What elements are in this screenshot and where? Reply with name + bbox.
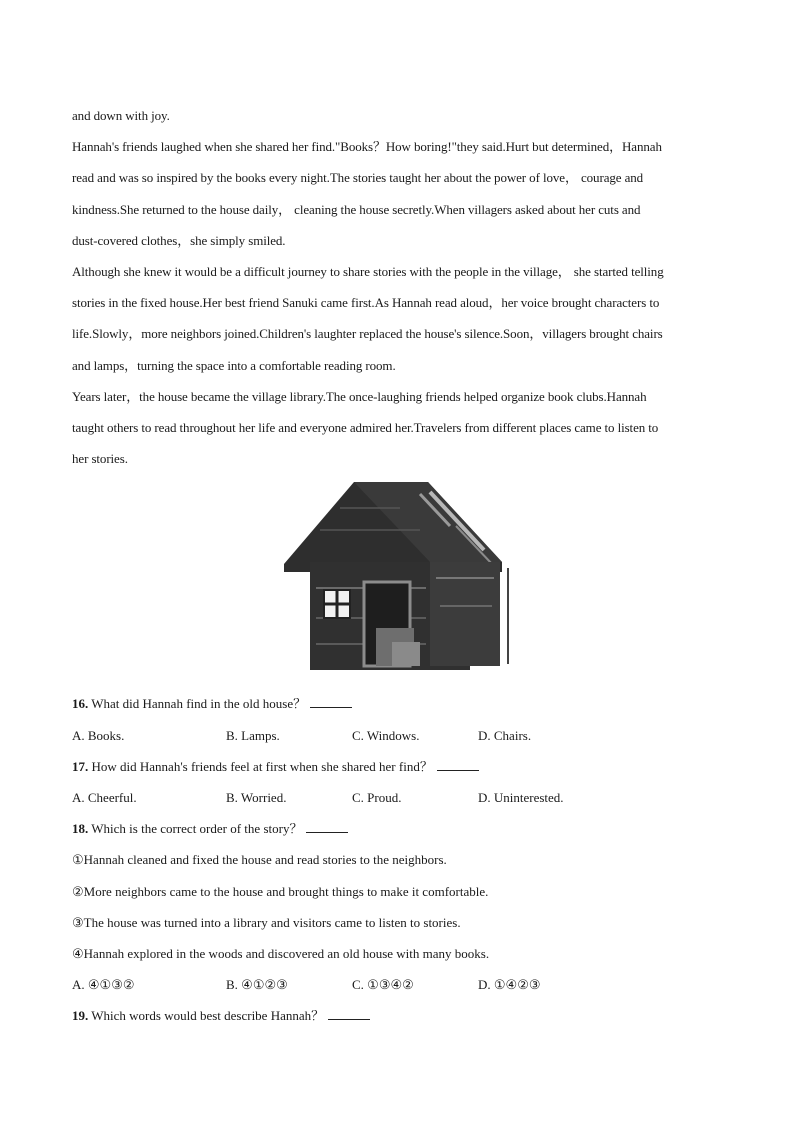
option-b[interactable]: B. ④①②③ [226, 977, 288, 993]
story-line: life.Slowly，more neighbors joined.Children's laughter replaced the house's silence.Soon，villagers brought chairs [72, 326, 663, 342]
question-number: 18. [72, 821, 89, 837]
question-text: Which words would best describe Hannah？ [88, 1008, 325, 1024]
question-18 [72, 813, 722, 844]
question-17 [72, 751, 722, 782]
story-line: Hannah's friends laughed when she shared her find."Books？How boring!"they said.Hurt but determined，Hannah [72, 139, 662, 155]
story-line: her stories. [72, 451, 128, 467]
worksheet-page [72, 100, 722, 1032]
answer-blank[interactable] [310, 695, 352, 708]
answer-blank[interactable] [306, 820, 348, 833]
option-d[interactable]: D. Uninterested. [478, 790, 564, 806]
story-line: kindness.She returned to the house daily， cleaning the house secretly.When villagers asked about her cuts and [72, 201, 641, 217]
story-line: read and was so inspired by the books every night.The stories taught her about the power of love， courage and [72, 170, 644, 186]
question-text: Which is the correct order of the story？ [88, 821, 303, 837]
option-d[interactable]: D. Chairs. [478, 727, 532, 743]
question-number: 17. [72, 758, 89, 774]
options-16 [72, 720, 722, 751]
answer-blank[interactable] [437, 758, 479, 771]
question-number: 16. [72, 696, 89, 712]
statement-3: ③The house was turned into a library and visitors came to listen to stories. [72, 914, 461, 930]
house-illustration [72, 474, 722, 688]
option-d[interactable]: D. ①④②③ [478, 977, 541, 993]
story-line: and down with joy. [72, 108, 170, 123]
answer-blank[interactable] [328, 1007, 370, 1020]
options-17 [72, 782, 722, 813]
story-text [72, 100, 722, 474]
option-c[interactable]: C. Proud. [352, 790, 402, 806]
question-text: What did Hannah find in the old house？ [88, 696, 307, 712]
question-number: 19. [72, 1008, 89, 1024]
option-a[interactable]: A. Books. [72, 727, 125, 743]
option-a[interactable]: A. ④①③② [72, 977, 135, 993]
options-18 [72, 969, 722, 1000]
statement-1: ①Hannah cleaned and fixed the house and read stories to the neighbors. [72, 852, 447, 868]
question-19 [72, 1000, 722, 1031]
option-b[interactable]: B. Lamps. [226, 727, 280, 743]
statement-2: ②More neighbors came to the house and brought things to make it comfortable. [72, 883, 489, 899]
story-line: dust-covered clothes，she simply smiled. [72, 232, 286, 248]
story-line: taught others to read throughout her life and everyone admired her.Travelers from different places came to listen to [72, 420, 659, 436]
story-line: stories in the fixed house.Her best friend Sanuki came first.As Hannah read aloud，her voice brought characters to [72, 295, 660, 311]
story-line: and lamps，turning the space into a comfortable reading room. [72, 357, 396, 373]
option-a[interactable]: A. Cheerful. [72, 790, 137, 806]
old-house-image [280, 478, 512, 676]
question-16 [72, 688, 722, 719]
story-line: Years later，the house became the village library.The once-laughing friends helped organize book clubs.Hannah [72, 388, 647, 404]
option-b[interactable]: B. Worried. [226, 790, 287, 806]
story-line: Although she knew it would be a difficult journey to share stories with the people in the village， she started telling [72, 264, 664, 280]
statement-4: ④Hannah explored in the woods and discovered an old house with many books. [72, 946, 490, 962]
option-c[interactable]: C. Windows. [352, 727, 420, 743]
option-c[interactable]: C. ①③④② [352, 977, 414, 993]
question-text: How did Hannah's friends feel at first when she shared her find？ [88, 758, 433, 774]
